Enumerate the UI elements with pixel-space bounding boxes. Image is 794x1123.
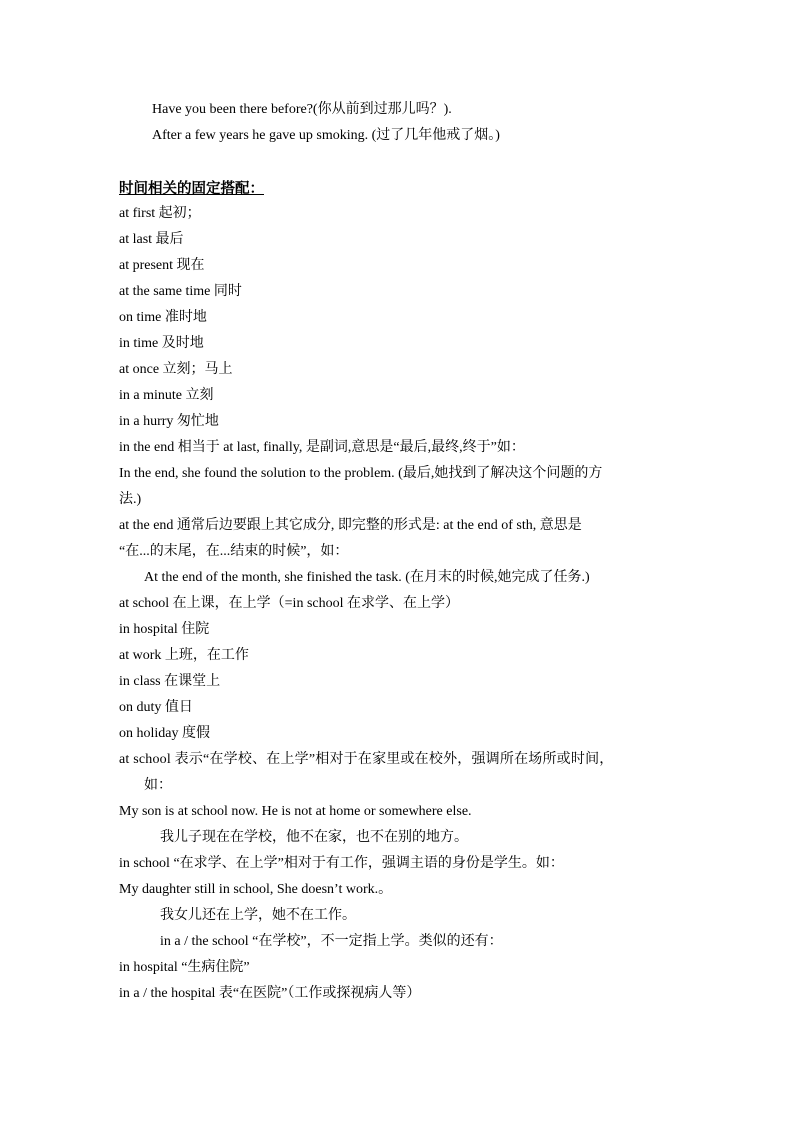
phrase-in-class: in class 在课堂上	[119, 674, 221, 689]
phrase-at-last: at last 最后	[119, 232, 184, 247]
example-sentence-gave-up-smoking: After a few years he gave up smoking. (过了几年他戒了烟。)	[152, 128, 500, 143]
phrase-at-school: at school 在上课，在上学（=in school 在求学、在上学）	[119, 596, 459, 611]
example-at-the-end: At the end of the month, she finished the task. (在月末的时候,她完成了任务.)	[144, 570, 590, 585]
phrase-at-work: at work 上班，在工作	[119, 648, 249, 663]
explanation-at-school: at school 表示“在学校、在上学”相对于在家里或在校外，强调所在场所或时间，	[119, 752, 614, 767]
phrase-at-the-end: at the end 通常后边要跟上其它成分, 即完整的形式是: at the end of sth, 意思是	[119, 518, 582, 533]
example-my-daughter: My daughter still in school, She doesn’t work.。	[119, 882, 393, 897]
phrase-in-hospital-sick: in hospital “生病住院”	[119, 960, 250, 975]
example-my-son: My son is at school now. He is not at home or somewhere else.	[119, 804, 472, 819]
phrase-on-duty: on duty 值日	[119, 700, 193, 715]
explanation-in-school: in school “在求学、在上学”相对于有工作，强调主语的身份是学生。如：	[119, 856, 564, 871]
phrase-in-a-minute: in a minute 立刻	[119, 388, 214, 403]
example-in-the-end: In the end, she found the solution to the problem. (最后,她找到了解决这个问题的方	[119, 466, 603, 481]
explanation-in-a-the-school: in a / the school “在学校”，不一定指上学。类似的还有：	[160, 934, 503, 949]
phrase-in-a-hurry: in a hurry 匆忙地	[119, 414, 219, 429]
phrase-at-the-same-time: at the same time 同时	[119, 284, 242, 299]
phrase-in-time: in time 及时地	[119, 336, 204, 351]
phrase-at-the-end-meaning: “在...的末尾，在...结束的时候”，如：	[119, 544, 349, 559]
phrase-on-holiday: on holiday 度假	[119, 726, 210, 741]
section-heading-time-phrases: 时间相关的固定搭配：	[119, 181, 264, 197]
example-sentence-been-there: Have you been there before?(你从前到过那儿吗？).	[152, 102, 452, 117]
translation-my-daughter: 我女儿还在上学，她不在工作。	[160, 908, 356, 923]
explanation-at-school-cont: 如：	[144, 778, 172, 793]
phrase-in-hospital: in hospital 住院	[119, 622, 210, 637]
example-in-the-end-cont: 法.)	[119, 492, 142, 507]
phrase-at-once: at once 立刻；马上	[119, 362, 233, 377]
phrase-at-first: at first 起初；	[119, 206, 201, 221]
phrase-at-present: at present 现在	[119, 258, 205, 273]
phrase-in-a-the-hospital: in a / the hospital 表“在医院”（工作或探视病人等）	[119, 986, 421, 1001]
phrase-on-time: on time 准时地	[119, 310, 207, 325]
phrase-in-the-end: in the end 相当于 at last, finally, 是副词,意思是“最后,最终,终于”如：	[119, 440, 525, 455]
translation-my-son: 我儿子现在在学校，他不在家，也不在别的地方。	[160, 830, 468, 845]
